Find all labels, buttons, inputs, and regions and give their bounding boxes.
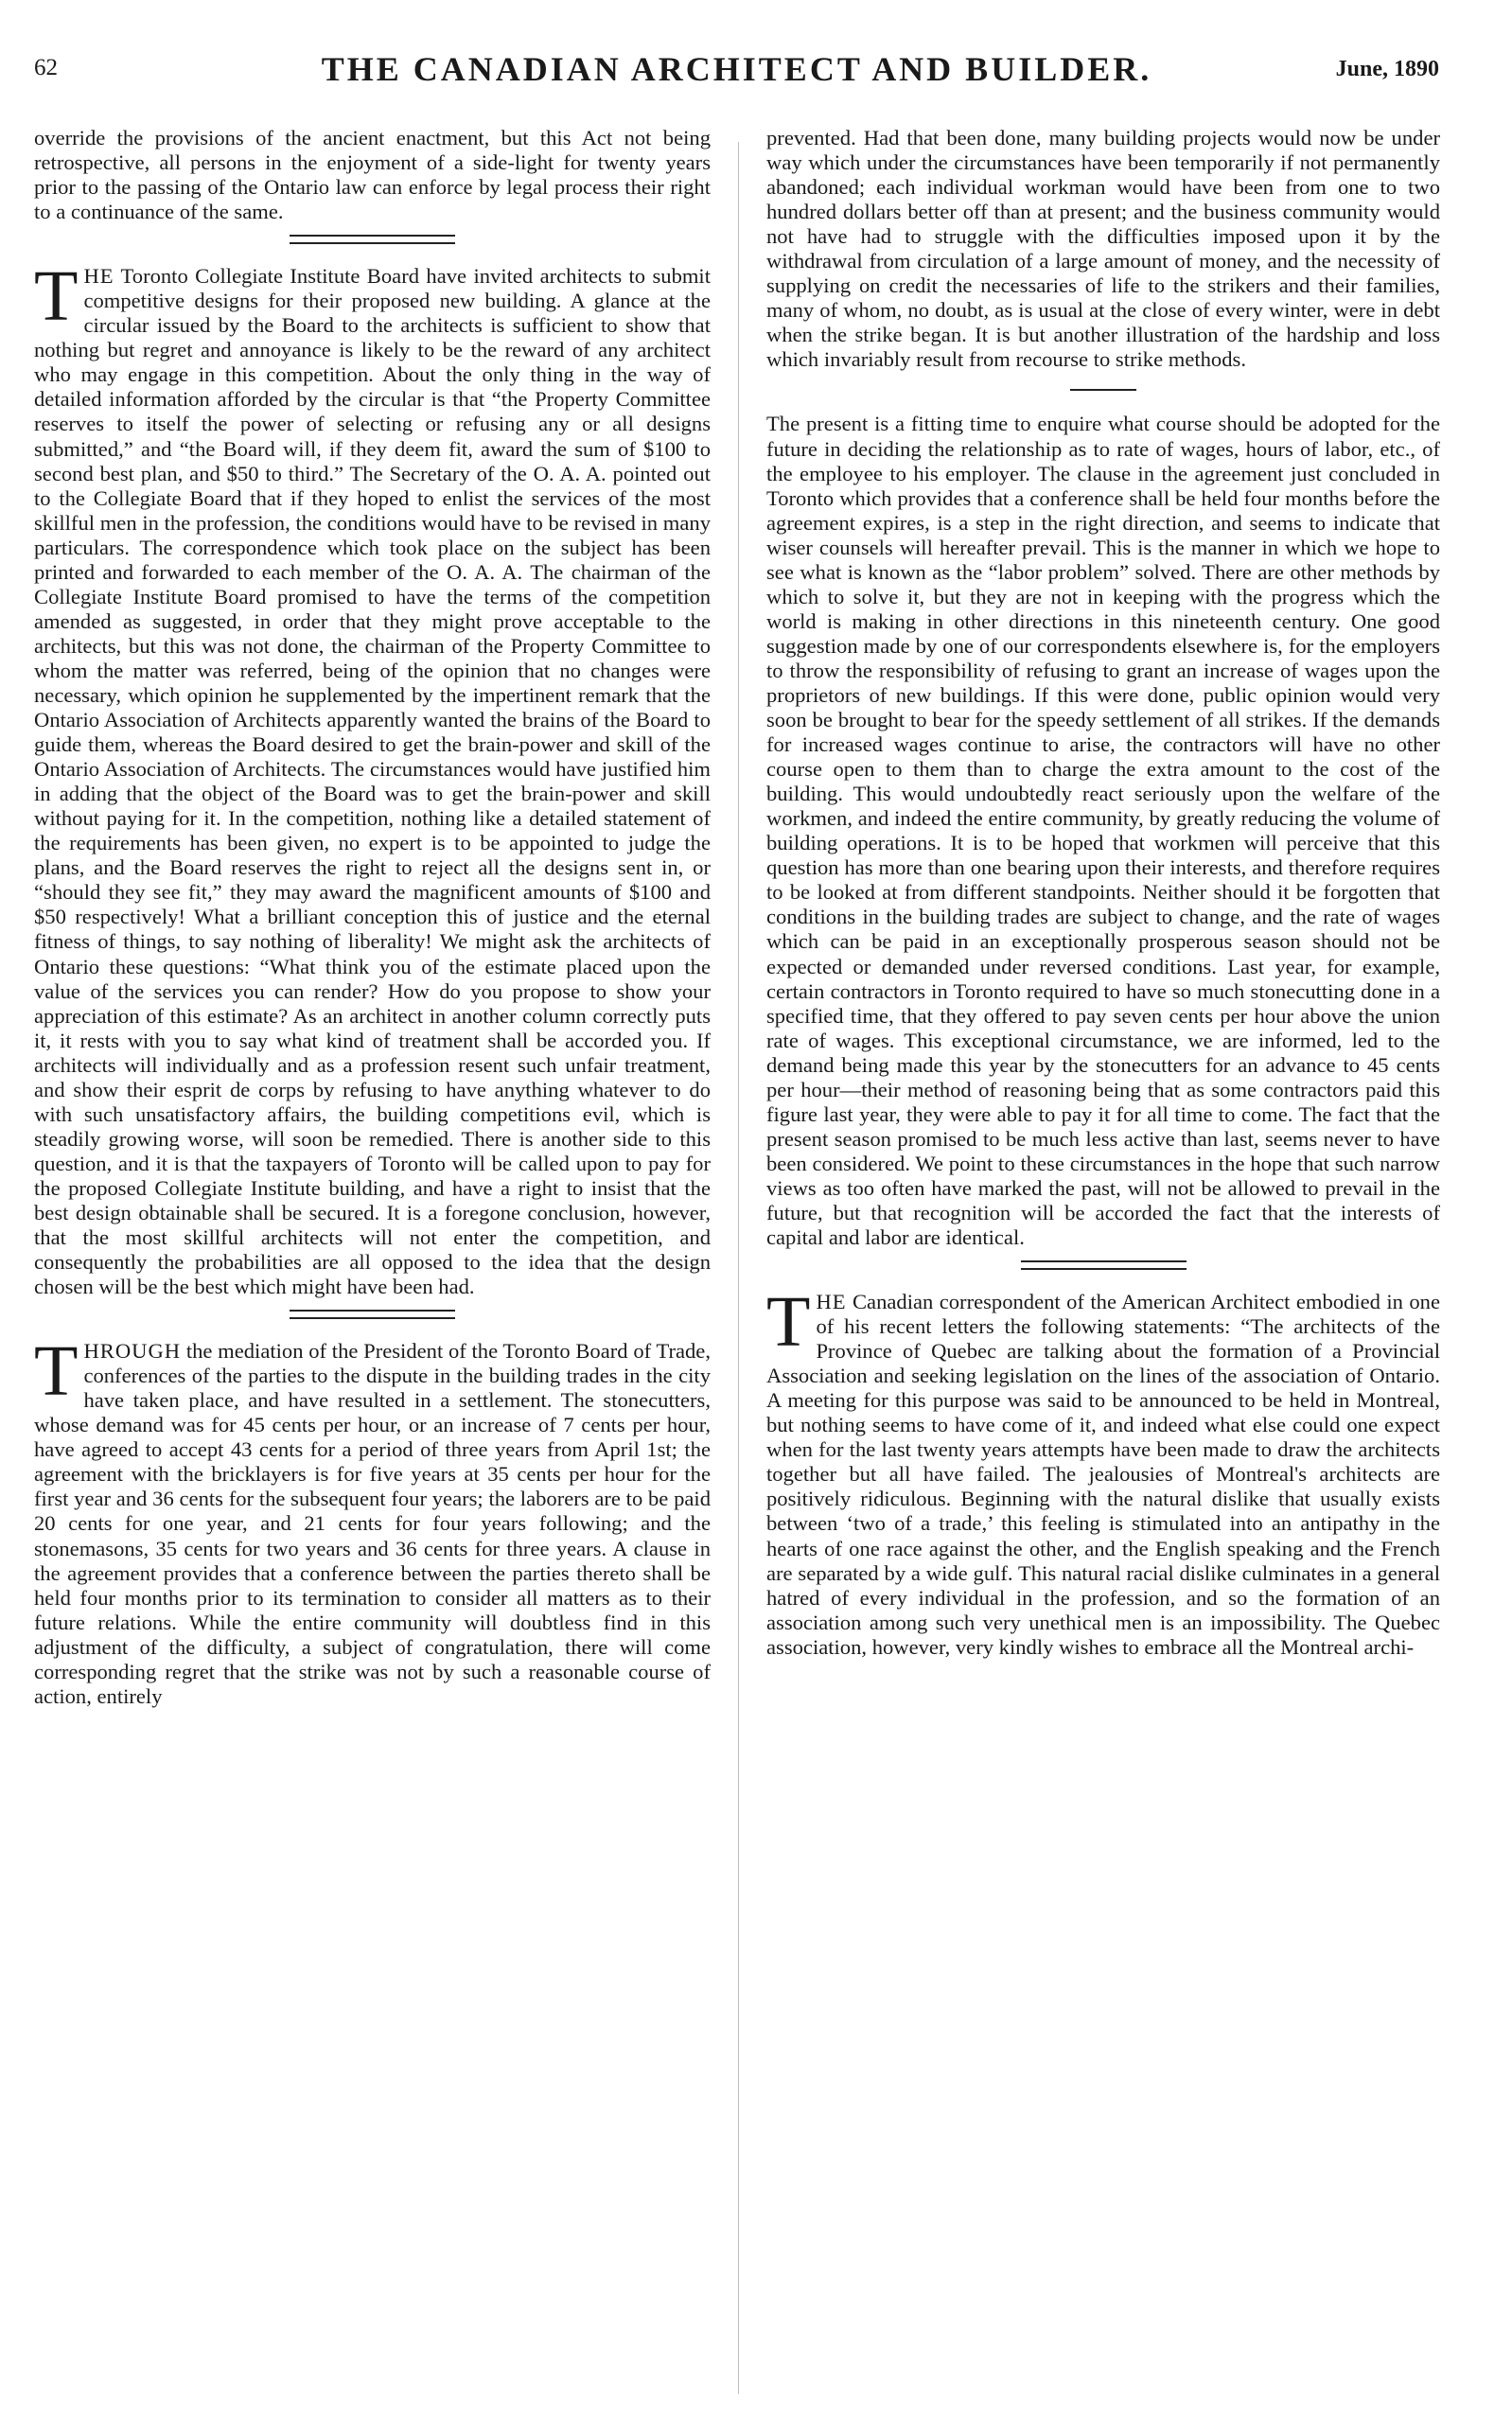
drop-cap: T [34, 1331, 79, 1412]
lead-word: HE [83, 264, 114, 289]
right-column [766, 126, 1440, 1660]
section-rule [1070, 389, 1136, 391]
paragraph-quebec-association [766, 1282, 1440, 1660]
paragraph-collegiate-board [34, 256, 711, 1299]
section-rule [290, 235, 455, 244]
paragraph-strike-settlement [34, 1331, 711, 1709]
section-rule [1021, 1260, 1187, 1270]
paragraph-labor-problem: The present is a fitting time to enquire what course should be adopted for the future in deciding the relationship as to rate of wages, hours of labor, etc., of the employee to his employer. The clause in the agreement just concluded in Toronto which provides that a conference shall be held four months before the agreement expires, is a step in the right direction, and seems to indicate that wiser counsels will hereafter prevail. This is the manner in which we hope to see what is known as the “labor problem” solved. There are other methods by which to solve it, but they are not in keeping with the progress which the world is making in other directions in this nineteenth century. One good suggestion made by one of our correspondents elsewhere is, for the employers to throw the responsibility of refusing to grant an increase of wages upon the proprietors of new buildings. If this were done, public opinion would very soon be brought to bear for the speedy settlement of all strikes. If the demands for increased wages continue to arise, the contractors will have no other course open to them than to charge the extra amount to the cost of the building. This would undoubtedly react seriously upon the welfare of the workmen, and indeed the entire community, by greatly reducing the volume of building operations. It is to be hoped that workmen will perceive that this question has more than one bearing upon their interests, and therefore requires to be looked at from different standpoints. Neither should it be forgotten that conditions in the building trades are subject to change, and the rate of wages which can be paid in an exceptionally prosperous season should not be expected or demanded under reversed conditions. Last year, for example, certain contractors in Toronto required to have so much stonecutting done in a specified time, that they offered to pay seven cents per hour above the union rate of wages. This exceptional circumstance, we are informed, led to the demand being made this year by the stonecutters for an advance to 45 cents per hour—their method of reasoning being that as some contractors paid this figure last year, they were able to pay it for all time to come. The fact that the present season promised to be much less active than last, seems never to have been considered. We point to these circumstances in the hope that such narrow views as too often have marked the past, will not be allowed to prevail in the future, but that recognition will be accorded the fact that the interests of capital and labor are identical. [766, 412, 1440, 1250]
lead-word: HROUGH [83, 1339, 182, 1364]
paragraph-text: Toronto Collegiate Institute Board have invited architects to submit competitive designs for their proposed new building. A glance at the circular issued by the Board to the architects is sufficient to show that nothing but regret and annoyance is likely to be the reward of any architect who may engage in this competition. About the only thing in the way of detailed information afforded by the circular is that “the Property Committee reserves to itself the power of selecting or refusing any or all designs submitted,” and “the Board will, if they deem fit, award the sum of $100 to second best plan, and $50 to third.” The Secretary of the O. A. A. pointed out to the Collegiate Board that if they hoped to enlist the services of the most skillful men in the profession, the conditions would have to be revised in many particulars. The correspondence which took place on the subject has been printed and forwarded to each member of the O. A. A. The chairman of the Collegiate Institute Board promised to have the terms of the competition amended as suggested, in order that they might prove acceptable to the architects, but this was not done, the chairman of the Property Committee to whom the matter was referred, being of the opinion that no changes were necessary, which opinion he supplemented by the impertinent remark that the Ontario Association of Architects apparently wanted the brains of the Board to guide them, whereas the Board desired to get the brain-power and skill of the Ontario Association of Architects. The circumstances would have justified him in adding that the object of the Board was to get the brain-power and skill without paying for it. In the competition, nothing like a detailed statement of the requirements has been given, no expert is to be appointed to judge the plans, and the Board reserves the right to reject all the designs sent in, or “should they see fit,” they may award the magnificent amounts of $100 and $50 respectively! What a brilliant conception this of justice and the eternal fitness of things, to say nothing of liberality! We might ask the architects of Ontario these questions: “What think you of the estimate placed upon the value of the services you can render? How do you propose to show your appreciation of this estimate? As an architect in another column correctly puts it, it rests with you to say what kind of treatment shall be accorded you. If architects will individually and as a profession resent such unfair treatment, and show their esprit de corps by refusing to have anything whatever to do with such unsatisfactory affairs, the building competitions evil, which is steadily growing worse, will soon be remedied. There is another side to this question, and it is that the taxpayers of Toronto will be called upon to pay for the proposed Collegiate Institute building, and have a right to insist that the best design obtainable shall be secured. It is a foregone conclusion, however, that the most skillful architects will not enter the competition, and consequently the probabilities are all opposed to the idea that the design chosen will be the best which might have been had. [34, 264, 711, 1299]
drop-cap: T [34, 256, 79, 337]
paragraph-continuation: override the provisions of the ancient enactment, but this Act not being retrospective, all persons in the enjoyment of a side-light for twenty years prior to the passing of the Ontario law can enforce by legal process their right to a continuance of the same. [34, 126, 711, 224]
page-header [34, 49, 1439, 95]
lead-word: HE [816, 1290, 847, 1314]
masthead-title: THE CANADIAN ARCHITECT AND BUILDER. [321, 50, 1152, 88]
paragraph-text: Canadian correspondent of the American Architect embodied in one of his recent letters the following statements: “The architects of the Province of Quebec are talking about the formation of a Provincial Association and seeking legislation on the lines of the association of Ontario. A meeting for this purpose was said to be announced to be held in Montreal, but nothing seems to have come of it, and indeed what else could one expect when for the last twenty years attempts have been made to draw the architects together but all have failed. The jealousies of Montreal's architects are positively ridiculous. Beginning with the natural dislike that usually exists between ‘two of a trade,’ this feeling is stimulated into an antipathy in the hearts of one race against the other, and the English speaking and the French are separated by a wide gulf. This natural racial dislike culminates in a general hatred of every individual in the profession, and so the formation of an association among such very unethical men is an impossibility. The Quebec association, however, very kindly wishes to embrace all the Montreal archi- [766, 1290, 1440, 1659]
drop-cap: T [766, 1282, 811, 1363]
page-number: 62 [34, 55, 58, 80]
paragraph-text: the mediation of the President of the Toronto Board of Trade, conferences of the parties to the dispute in the building trades in the city have taken place, and have resulted in a settlement. The stonecutters, whose demand was for 45 cents per hour, or an increase of 7 cents per hour, have agreed to accept 43 cents for a period of three years from April 1st; the agreement with the bricklayers is for five years at 35 cents per hour for the first year and 36 cents for the subsequent four years; the laborers are to be paid 20 cents for one year, and 21 cents for four years following; and the stonemasons, 35 cents for two years and 36 cents for three years. A clause in the agreement provides that a conference between the parties thereto shall be held four months prior to its termination to consider all matters as to their future relations. While the entire community will doubtless find in this adjustment of the difficulty, a subject of congratulation, there will come corresponding regret that the strike was not by such a reasonable course of action, entirely [34, 1339, 711, 1708]
issue-date: June, 1890 [1335, 57, 1439, 81]
left-column [34, 126, 711, 1709]
section-rule [290, 1310, 455, 1319]
column-divider [738, 142, 739, 2394]
paragraph-continuation: prevented. Had that been done, many building projects would now be under way which under the circumstances have been temporarily if not permanently abandoned; each individual workman would have been from one to two hundred dollars better off than at present; and the business community would not have had to struggle with the difficulties imposed upon it by the withdrawal from circulation of a large amount of money, and the necessity of supplying on credit the necessaries of life to the strikers and their families, many of whom, no doubt, as is usual at the close of every winter, were in debt when the strike began. It is but another illustration of the hardship and loss which invariably result from recourse to strike methods. [766, 126, 1440, 372]
